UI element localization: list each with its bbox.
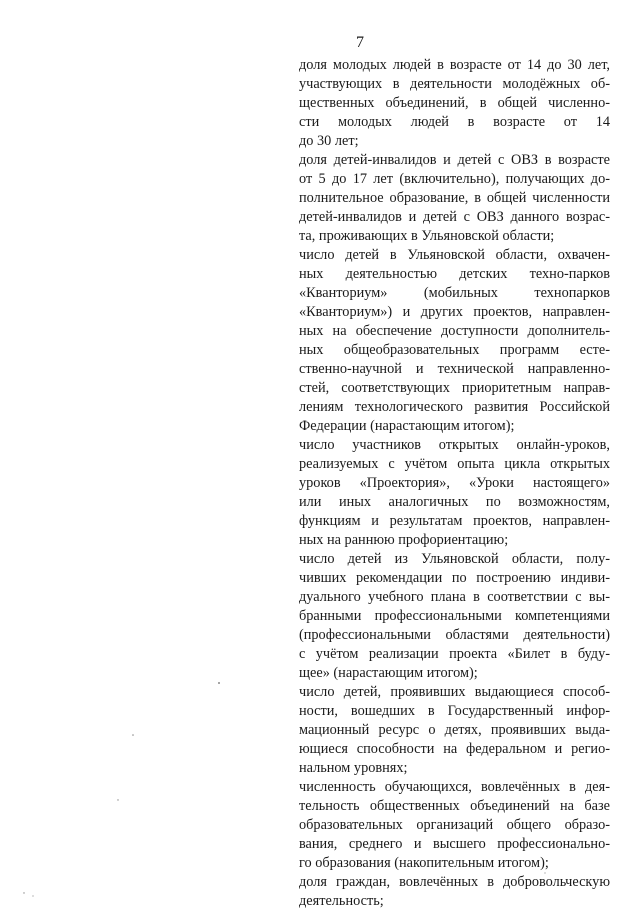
text-line: «Кванториум») и других проектов, направлен- <box>299 304 610 320</box>
text-line: щественных объединений, в общей численно- <box>299 95 610 111</box>
text-line: ющиеся способности на федеральном и регио- <box>299 741 610 757</box>
text-line: или иных аналогичных по возможностям, <box>299 494 610 510</box>
text-line: нальном уровнях; <box>299 760 408 776</box>
text-line: до 30 лет; <box>299 133 359 149</box>
text-line: Федерации (нарастающим итогом); <box>299 418 515 434</box>
text-line: число детей, проявивших выдающиеся способ- <box>299 684 610 700</box>
scan-speck <box>117 799 118 800</box>
text-line: стей, соответствующих приоритетным направ- <box>299 380 610 396</box>
text-line: число участников открытых онлайн-уроков, <box>299 437 610 453</box>
text-line: (профессиональными областями деятельности) <box>299 627 610 643</box>
text-column <box>299 56 610 911</box>
text-line: от 5 до 17 лет (включительно), получающих до- <box>299 171 610 187</box>
text-line: участвующих в деятельности молодёжных об- <box>299 76 610 92</box>
text-line: лениям технологического развития Российской <box>299 399 610 415</box>
text-line: ственно-научной и технической направленно- <box>299 361 610 377</box>
text-line: тельность общественных объединений на базе <box>299 798 610 814</box>
text-line: ных общеобразовательных программ есте- <box>299 342 610 358</box>
text-line: полнительное образование, в общей численности <box>299 190 610 206</box>
text-line: ных деятельностью детских техно-парков <box>299 266 610 282</box>
text-line: реализуемых с учётом опыта цикла открытых <box>299 456 610 472</box>
text-line: детей-инвалидов и детей с ОВЗ данного возрас- <box>299 209 610 225</box>
text-line: ных на обеспечение доступности дополнитель- <box>299 323 610 339</box>
text-line: щее» (нарастающим итогом); <box>299 665 478 681</box>
text-line: число детей в Ульяновской области, охвачен- <box>299 247 610 263</box>
text-line: функциям и результатам проектов, направлен- <box>299 513 610 529</box>
text-line: численность обучающихся, вовлечённых в дея- <box>299 779 610 795</box>
text-line: мационный ресурс о детях, проявивших выда- <box>299 722 610 738</box>
text-line: дуального учебного плана в соответствии с вы- <box>299 589 610 605</box>
scan-speck <box>32 895 33 896</box>
page-number: 7 <box>356 34 364 51</box>
text-line: деятельность; <box>299 893 384 909</box>
text-line: го образования (накопительным итогом); <box>299 855 549 871</box>
text-line: доля молодых людей в возрасте от 14 до 30 лет, <box>299 57 610 73</box>
scan-speck <box>218 682 220 684</box>
text-line: доля граждан, вовлечённых в добровольческую <box>299 874 610 890</box>
text-line: уроков «Проектория», «Уроки настоящего» <box>299 475 610 491</box>
text-line: ных на раннюю профориентацию; <box>299 532 509 548</box>
text-line: «Кванториум» (мобильных технопарков <box>299 285 610 301</box>
text-line: чивших рекомендации по построению индиви- <box>299 570 610 586</box>
text-line: образовательных организаций общего образо- <box>299 817 610 833</box>
text-line: доля детей-инвалидов и детей с ОВЗ в возрасте <box>299 152 610 168</box>
text-line: бранными профессиональными компетенциями <box>299 608 610 624</box>
text-line: с учётом реализации проекта «Билет в буду- <box>299 646 610 662</box>
text-line: сти молодых людей в возрасте от 14 <box>299 114 610 130</box>
scan-speck <box>23 892 24 893</box>
text-line: ности, вошедших в Государственный инфор- <box>299 703 610 719</box>
text-line: число детей из Ульяновской области, полу- <box>299 551 610 567</box>
text-line: вания, среднего и высшего профессионально- <box>299 836 610 852</box>
scan-speck <box>132 734 134 736</box>
text-line: та, проживающих в Ульяновской области; <box>299 228 555 244</box>
